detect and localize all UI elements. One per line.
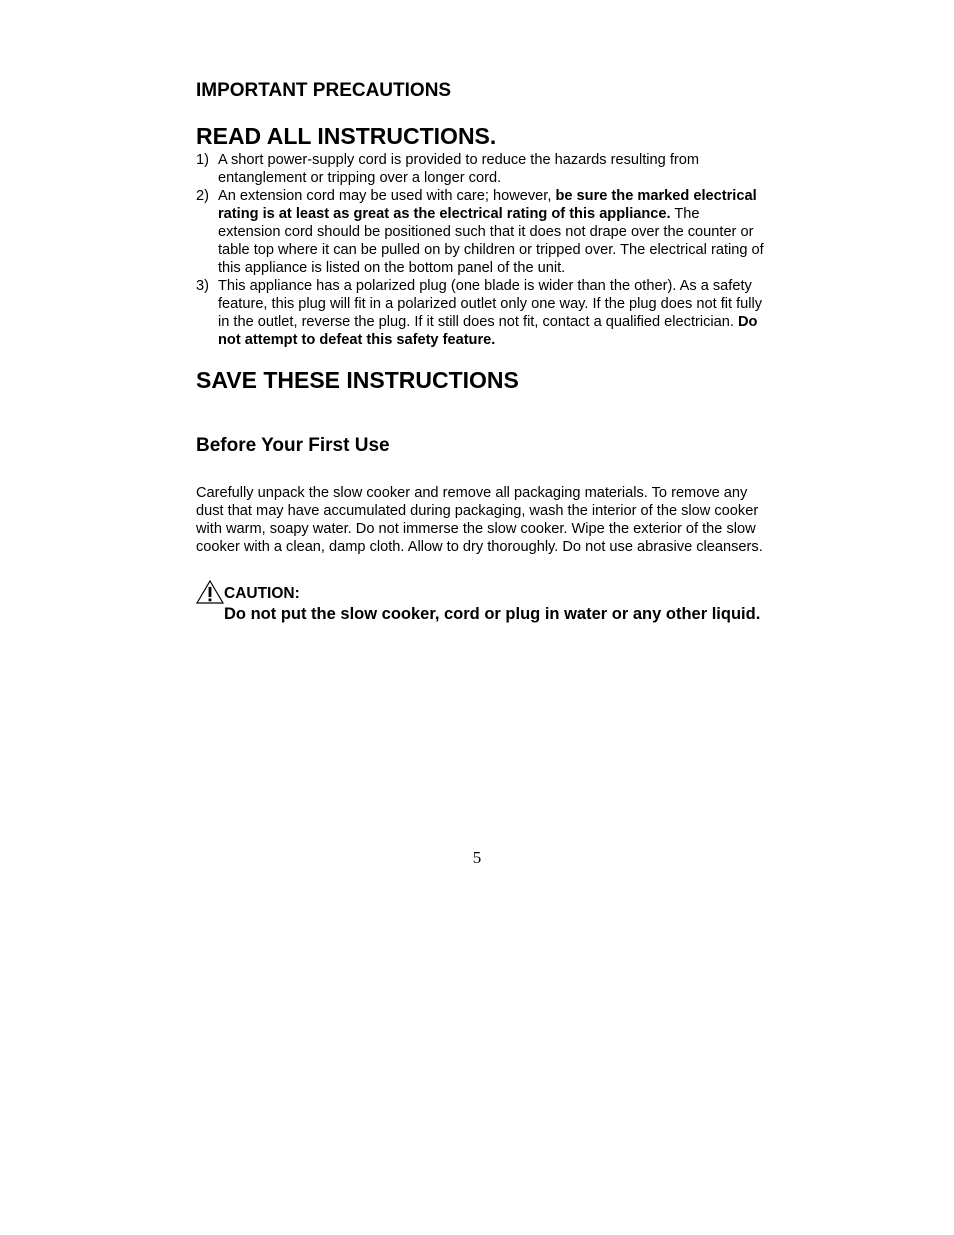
caution-label: CAUTION: [224,585,300,602]
item-bold-text: be sure the marked electrical rating is at least as great as the electrical rating of this appliance. [218,188,757,222]
item-number: 1) [196,152,209,168]
caution-header [196,580,766,604]
first-use-title: Before Your First Use [196,435,390,456]
item-bold-text: Do not attempt to defeat this safety feature. [218,314,758,348]
warning-triangle-icon [196,580,224,604]
item-text: The extension cord should be positioned such that it does not drape over the counter or table top where it can be pulled on by children or tripped over. The electrical rating of this appliance is listed on the bottom panel of the unit. [218,206,764,276]
read-instructions-title: READ ALL INSTRUCTIONS. [196,123,497,149]
list-item [196,187,766,277]
item-text: This appliance has a polarized plug (one blade is wider than the other). As a safety feature, this plug will fit in a polarized outlet only one way. If the plug does not fit fully in the outlet, reverse the plug. If it still does not fit, contact a qualified electrician. [218,278,763,330]
section-header: IMPORTANT PRECAUTIONS [196,80,452,101]
precautions-list [196,151,766,349]
list-item [196,277,766,349]
item-text: An extension cord may be used with care; however, [218,188,556,204]
first-use-paragraph: Carefully unpack the slow cooker and remove all packaging materials. To remove any dust that may have accumulated during packaging, wash the interior of the slow cooker with warm, soapy water. Do not immerse the slow cooker. Wipe the exterior of the slow cooker with a clean, damp cloth. Allow to dry thoroughly. Do not use abrasive cleansers. [196,485,763,555]
list-item [196,151,766,187]
item-number: 3) [196,278,209,294]
save-instructions-title: SAVE THESE INSTRUCTIONS [196,367,519,393]
item-number: 2) [196,188,209,204]
page-number: 5 [472,848,482,867]
caution-block [196,580,766,624]
item-text: A short power-supply cord is provided to reduce the hazards resulting from entanglement or tripping over a longer cord. [218,152,700,186]
caution-text: Do not put the slow cooker, cord or plug in water or any other liquid. [224,605,761,623]
document-page [196,78,766,624]
